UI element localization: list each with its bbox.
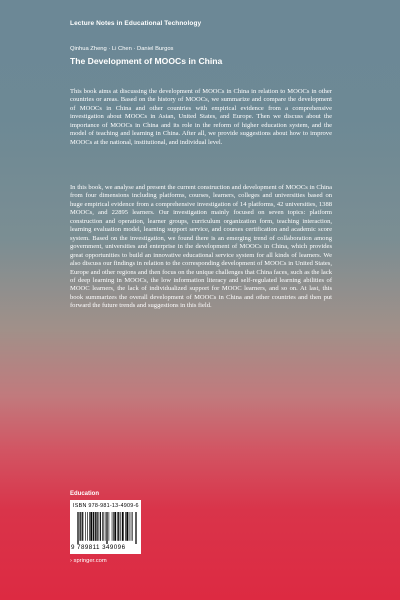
barcode-bar — [107, 512, 108, 544]
barcode-icon — [77, 512, 137, 544]
barcode-bar — [115, 512, 116, 541]
barcode-bar — [83, 512, 84, 541]
barcode-bar — [126, 512, 127, 541]
authors: Qinhua Zheng · Li Chen · Daniel Burgos — [70, 46, 174, 52]
barcode-number: 9 789811 349096 — [71, 544, 126, 551]
barcode-bar — [80, 512, 81, 541]
description-paragraph-2: In this book, we analyse and present the current construction and development of MOOCs in China from four dimensions including platforms, courses, learners, colleges and universities based on huge empirical evidence from a comprehensive investigation of 14 platforms, 42 universities, 1388 MOOCs, and 22895 learners. Our investigation mainly focused on seven topics: platform construction and operation, learner groups, curriculum organization form, teaching interaction, learning evaluation model, learning support service, and courses certification and academic score system. Based on the investigation, we found there is an emerging trend of collaboration among government, universities and enterprise in the development of MOOCs in China, which provides great opportunities to build an innovative educational service system for all kinds of learners. We also discuss our findings in relation to the corresponding development of MOOCs in United States, Europe and other regions and then focus on the unique challenges that China faces, such as the lack of deep learning in MOOCs, the low information literacy and self-regulated learning abilities of MOOC learners, the lack of individualized support for MOOC learners, and so on. At last, this book summarizes the overall development of MOOCs in China and other countries and then put forward the future trends and suggestions in this field. — [70, 184, 332, 310]
barcode-bar — [102, 512, 103, 541]
barcode-bar — [95, 512, 96, 541]
barcode-bar — [128, 512, 129, 541]
barcode-bar — [135, 512, 136, 544]
barcode-bar — [92, 512, 93, 541]
barcode-bar — [118, 512, 119, 541]
barcode-bar — [117, 512, 118, 541]
barcode-bar — [105, 512, 106, 541]
barcode-bar — [109, 512, 110, 541]
barcode-bar — [97, 512, 98, 541]
series-name: Lecture Notes in Educational Technology — [70, 20, 202, 27]
barcode-bar — [129, 512, 130, 541]
barcode-bar — [113, 512, 114, 541]
barcode-bar — [100, 512, 101, 541]
barcode-bar — [93, 512, 94, 541]
barcode-bar — [96, 512, 97, 541]
barcode-bar — [93, 512, 94, 541]
barcode-bar — [87, 512, 88, 541]
subject-category: Education — [70, 491, 100, 497]
barcode-bar — [132, 512, 133, 541]
barcode-bar — [114, 512, 115, 541]
barcode-bar — [116, 512, 117, 541]
barcode-bar — [81, 512, 82, 541]
barcode-bar — [89, 512, 90, 541]
barcode-bar — [80, 512, 81, 541]
barcode-bar — [120, 512, 121, 541]
barcode-bar — [122, 512, 123, 541]
barcode-bar — [131, 512, 132, 541]
barcode-bar — [82, 512, 83, 541]
barcode-bar — [123, 512, 124, 541]
barcode-bar — [122, 512, 123, 541]
isbn-label: ISBN 978-981-13-4909-6 — [73, 503, 139, 509]
barcode-bar — [95, 512, 96, 541]
barcode-bar — [100, 512, 101, 541]
description-paragraph-1: This book aims at discussing the development of MOOCs in China in relation to MOOCs in other countries or areas. Based on the history of MOOCs, we summarize and compare the development of MOOCs in China and other countries with empirical evidence from a comprehensive investigation about MOOCs in Asian, United States, and Europe. Then we discuss about the importance of MOOCs in China and its role in the reform of higher education system, and the model of teaching and learning in China. After all, we provide suggestions about how to improve MOOCs at the national, institutional, and individual level. — [70, 88, 332, 146]
isbn-barcode-box — [70, 500, 141, 554]
barcode-bar — [136, 512, 137, 544]
barcode-bar — [106, 512, 107, 544]
barcode-bar — [77, 512, 78, 544]
barcode-bar — [91, 512, 92, 541]
barcode-bar — [125, 512, 126, 541]
book-title: The Development of MOOCs in China — [70, 56, 223, 66]
barcode-bar — [90, 512, 91, 541]
barcode-bar — [112, 512, 113, 541]
barcode-bar — [127, 512, 128, 541]
barcode-bar — [103, 512, 104, 541]
barcode-bar — [85, 512, 86, 541]
barcode-bar — [119, 512, 120, 541]
barcode-bar — [78, 512, 79, 544]
barcode-bar — [98, 512, 99, 541]
publisher-website: › springer.com — [70, 558, 107, 564]
